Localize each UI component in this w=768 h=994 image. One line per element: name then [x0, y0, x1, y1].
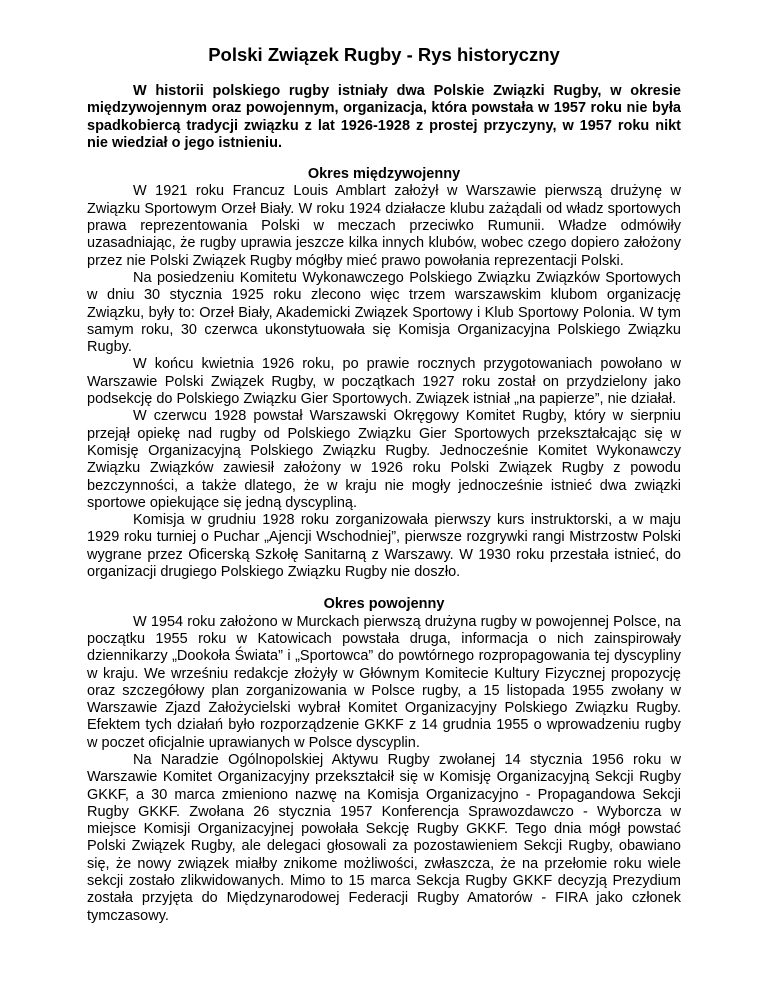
paragraph: Na posiedzeniu Komitetu Wykonawczego Polskiego Związku Związków Sportowych w dniu 30 stycznia 1925 roku zlecono więc trzem warszawskim klubom organizację Związku, były to: Orzeł Biały, Akademicki Związek Sportowy i Klub Sportowy Polonia. W tym samym roku, 30 czerwca ukonstytuowała się Komisja Organizacyjna Polskiego Związku Rugby. [87, 269, 681, 356]
section-heading: Okres międzywojenny [307, 166, 461, 183]
paragraph: W czerwcu 1928 powstał Warszawski Okręgowy Komitet Rugby, który w sierpniu przejął opiekę nad rugby od Polskiego Związku Gier Sportowych przekształcając się w Komisję Organizacyjną Polskiego Związku Rugby. Jednocześnie Komitet Wykonawczy Związku Związków zawiesił założony w 1926 roku Polski Związek Rugby z powodu bezczynności, a także dlatego, że w kraju nie mogły jednocześnie istnieć dwa związki sportowe opiekujące się jedną dyscypliną. [87, 408, 681, 511]
paragraph: W 1921 roku Francuz Louis Amblart założył w Warszawie pierwszą drużynę w Związku Sportowym Orzeł Biały. W roku 1924 działacze klubu zażądali od władz sportowych prawa reprezentowania Polski w meczach przeciwko Rumunii. Władze odmówiły uzasadniając, że rugby uprawia jeszcze kilka innych klubów, wobec czego dopiero założony przez nie Polski Związek Rugby mógłby mieć prawo powołania reprezentacji Polski. [87, 183, 681, 269]
section-heading: Okres powojenny [323, 596, 445, 613]
intro-paragraph: W historii polskiego rugby istniały dwa Polskie Związki Rugby, w okresie międzywojennym oraz powojennym, organizacja, która powstała w 1957 roku nie była spadkobiercą tradycji związku z lat 1926-1928 z prostej przyczyny, w 1957 roku nikt nie wiedział o jego istnieniu. [87, 83, 681, 151]
paragraph: W 1954 roku założono w Murckach pierwszą drużyna rugby w powojennej Polsce, na początku 1955 roku w Katowicach powstała druga, informacja o nich zainspirowały dziennikarzy „Dookoła Świata” i „Sportowca” do powtórnego rozpropagowania tej dyscypliny w kraju. We wrześniu redakcje złożyły w Głównym Komitecie Kultury Fizycznej propozycję oraz szczegółowy plan zorganizowania w Polsce rugby, a 15 listopada 1955 zwołany w Warszawie Zjazd Założycielski wybrał Komitet Organizacyjny Polskiego Związku Rugby. Efektem tych działań było rozporządzenie GKKF z 14 grudnia 1955 o wprowadzeniu rugby w poczet oficjalnie uprawianych w Polsce dyscyplin. [87, 613, 681, 751]
paragraph: W końcu kwietnia 1926 roku, po prawie rocznych przygotowaniach powołano w Warszawie Polski Związek Rugby, w początkach 1927 roku został on przydzielony jako podsekcję do Polskiego Związku Gier Sportowych. Związek istniał „na papierze”, nie działał. [87, 356, 681, 408]
section-interwar [87, 166, 681, 581]
paragraph: Na Naradzie Ogólnopolskiej Aktywu Rugby zwołanej 14 stycznia 1956 roku w Warszawie Komitet Organizacyjny przekształcił się w Komisję Organizacyjną Sekcji Rugby GKKF, a 30 marca zmieniono nazwę na Komisja Organizacyjno - Propagandowa Sekcji Rugby GKKF. Zwołana 26 stycznia 1957 Konferencja Sprawozdawczo - Wyborcza w miejsce Komisji Organizacyjnej powołała Sekcję Rugby GKKF. Tego dnia mógł powstać Polski Związek Rugby, ale delegaci głosowali za pozostawieniem Sekcji Rugby, obawiano się, że nowy związek miałby znikome możliwości, zwłaszcza, że na przełomie roku wiele sekcji zostało zlikwidowanych. Mimo to 15 marca Sekcja Rugby GKKF decyzją Prezydium została przyjęta do Międzynarodowej Federacji Rugby Amatorów - FIRA jako członek tymczasowy. [87, 751, 681, 924]
section-postwar [87, 596, 681, 925]
paragraph: Komisja w grudniu 1928 roku zorganizowała pierwszy kurs instruktorski, a w maju 1929 roku turniej o Puchar „Ajencji Wschodniej”, pierwsze rozgrywki rangi Mistrzostw Polski wygrane przez Oficerską Szkołę Sanitarną z Warszawy. W 1930 roku przestała istnieć, do organizacji drugiego Polskiego Związku Rugby nie doszło. [87, 512, 681, 581]
document-title: Polski Związek Rugby - Rys historyczny [208, 44, 560, 65]
